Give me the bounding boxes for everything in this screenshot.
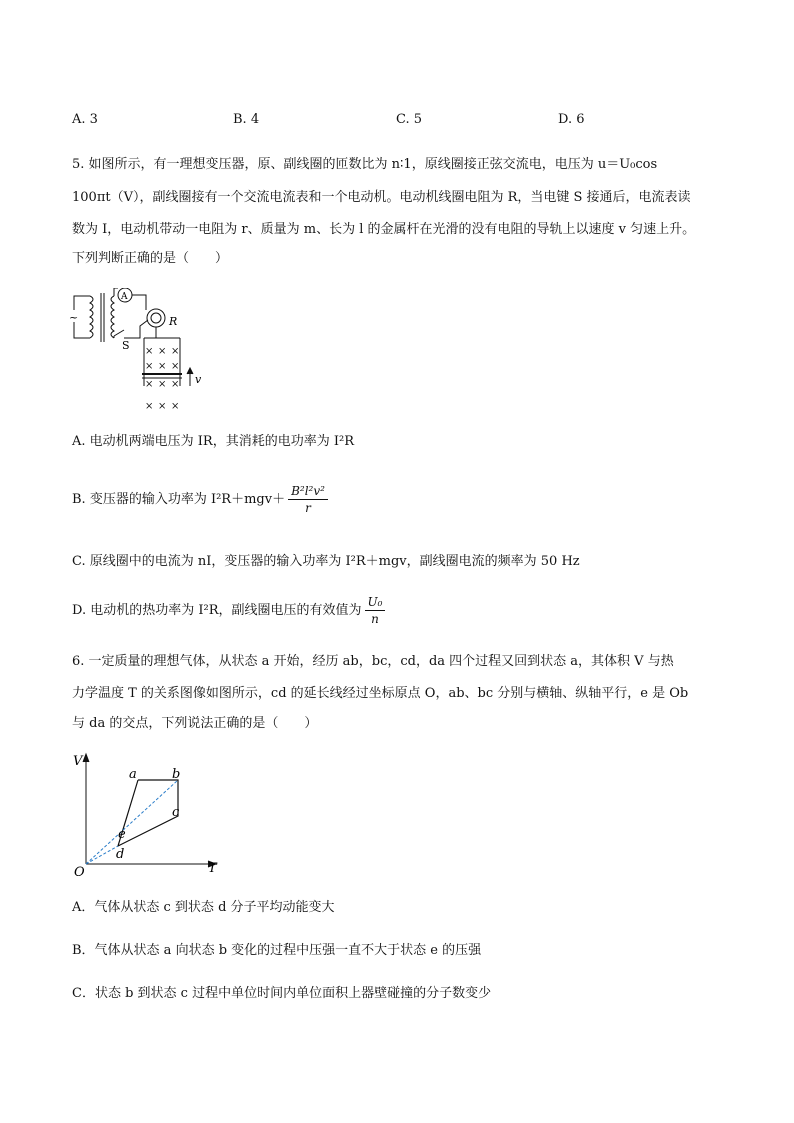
cross-mark: × <box>158 379 167 390</box>
cross-mark: × <box>145 401 154 412</box>
graph-ylabel: V <box>73 754 83 769</box>
velocity-label: v <box>195 373 202 386</box>
q5-option-b[interactable] <box>72 483 328 516</box>
fraction-numerator: U₀ <box>365 594 386 611</box>
point-a-label: a <box>129 767 137 782</box>
point-d-label: d <box>116 847 125 862</box>
q5-option-d[interactable] <box>72 594 385 627</box>
cross-mark: × <box>158 401 167 412</box>
cross-mark: × <box>158 346 167 357</box>
q6-option-a[interactable]: A．气体从状态 c 到状态 d 分子平均动能变大 <box>72 900 335 915</box>
q5-option-d-text: D. 电动机的热功率为 I²R，副线圈电压的有效值为 <box>72 603 362 618</box>
q5-option-a[interactable]: A. 电动机两端电压为 IR，其消耗的电功率为 I²R <box>72 434 354 449</box>
fraction-denominator: r <box>305 501 311 515</box>
q6-stem-line-2: 力学温度 T 的关系图像如图所示，cd 的延长线经过坐标原点 O，ab、bc 分别与横轴、纵轴平行，e 是 Ob <box>72 686 689 701</box>
ac-source-symbol: ~ <box>69 311 79 324</box>
prev-option-b[interactable]: B. 4 <box>233 112 260 127</box>
cross-mark: × <box>171 346 180 357</box>
point-b-label: b <box>172 767 181 782</box>
fraction-numerator: B²l²v² <box>288 483 328 500</box>
cross-mark: × <box>171 379 180 390</box>
q5-option-b-fraction <box>288 483 328 516</box>
q5-option-d-fraction <box>365 594 386 627</box>
q6-vt-graph <box>66 748 226 880</box>
magnetic-field-crosses <box>145 346 179 412</box>
q5-option-c[interactable]: C. 原线圈中的电流为 nI，变压器的输入功率为 I²R＋mgv，副线圈电流的频率为 50 Hz <box>72 554 580 569</box>
cross-mark: × <box>171 361 180 372</box>
prev-option-a[interactable]: A. 3 <box>72 112 98 127</box>
q6-option-c[interactable]: C．状态 b 到状态 c 过程中单位时间内单位面积上器壁碰撞的分子数变少 <box>72 986 492 1001</box>
switch-label: S <box>122 339 130 352</box>
fraction-denominator: n <box>371 612 379 626</box>
q6-stem-line-1: 6. 一定质量的理想气体，从状态 a 开始，经历 ab，bc，cd，da 四个过程又回到状态 a，其体积 V 与热 <box>72 654 674 669</box>
q5-option-b-text: B. 变压器的输入功率为 I²R＋mgv＋ <box>72 492 286 507</box>
cross-mark: × <box>145 379 154 390</box>
cross-mark: × <box>158 361 167 372</box>
q5-stem-line-3: 数为 I，电动机带动一电阻为 r、质量为 m、长为 l 的金属杆在光滑的没有电阻的导轨上以速度 v 匀速上升。 <box>72 222 696 237</box>
graph-xlabel: T <box>208 861 217 876</box>
q5-stem-line-4: 下列判断正确的是（ ） <box>72 251 229 266</box>
prev-option-c[interactable]: C. 5 <box>396 112 423 127</box>
q6-option-b[interactable]: B．气体从状态 a 向状态 b 变化的过程中压强一直不大于状态 e 的压强 <box>72 943 482 958</box>
cross-mark: × <box>145 346 154 357</box>
ammeter-label: A <box>121 292 128 302</box>
resistor-label: R <box>169 315 178 328</box>
q5-circuit-figure <box>68 288 218 413</box>
point-e-label: e <box>118 827 126 842</box>
q5-stem-line-2: 100πt（V），副线圈接有一个交流电流表和一个电动机。电动机线圈电阻为 R，当电键 S 接通后，电流表读 <box>72 190 691 205</box>
cross-mark: × <box>145 361 154 372</box>
graph-origin: O <box>74 865 85 880</box>
point-c-label: c <box>172 805 180 820</box>
cross-mark: × <box>171 401 180 412</box>
q5-stem-line-1: 5. 如图所示，有一理想变压器，原、副线圈的匝数比为 n∶1，原线圈接正弦交流电，电压为 u＝U₀cos <box>72 157 658 172</box>
prev-option-d[interactable]: D. 6 <box>558 112 585 127</box>
q6-stem-line-3: 与 da 的交点，下列说法正确的是（ ） <box>72 716 318 731</box>
